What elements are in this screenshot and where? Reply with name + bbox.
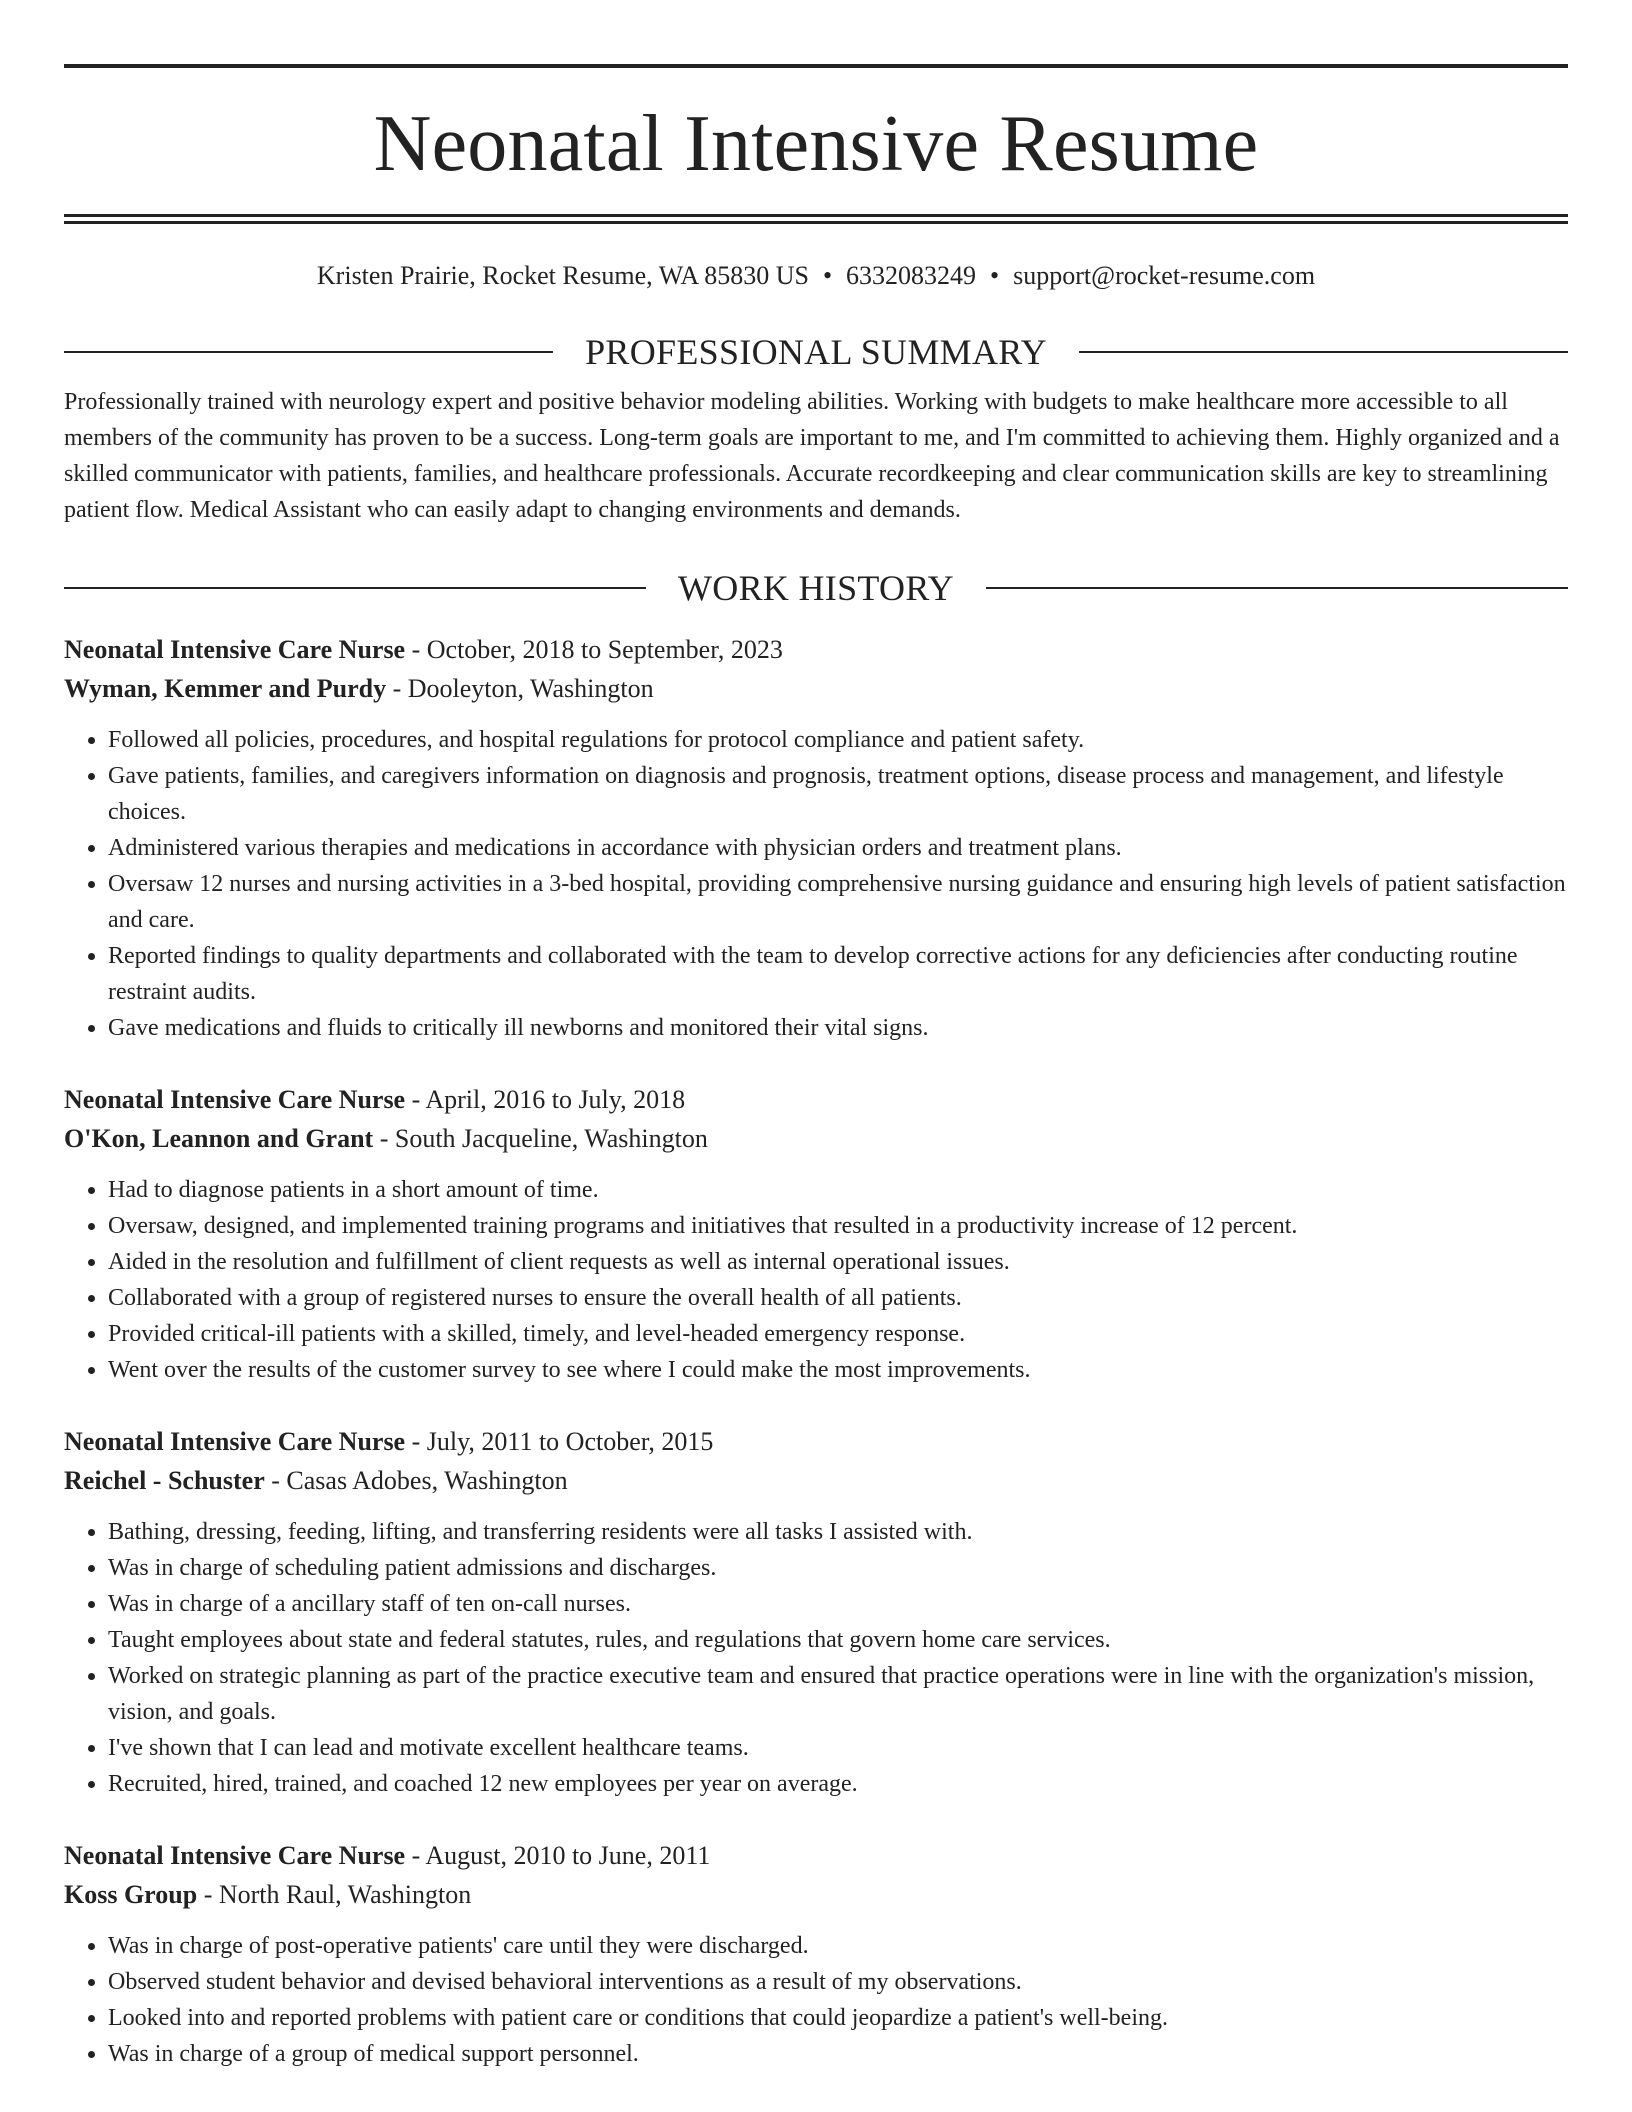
job-bullet: • Reported findings to quality departments and collaborated with the team to develop corrective actions for any deficiencies after conducting routine restraint audits. bbox=[108, 938, 1568, 1010]
contact-line bbox=[64, 260, 1568, 292]
contact-address: Kristen Prairie, Rocket Resume, WA 85830 US bbox=[316, 261, 809, 290]
job-dates: - July, 2011 to October, 2015 bbox=[405, 1427, 714, 1456]
job-dates: - April, 2016 to July, 2018 bbox=[405, 1085, 686, 1114]
job-bullet: • Went over the results of the customer survey to see where I could make the most improvements. bbox=[108, 1352, 1568, 1388]
job-entry bbox=[64, 1080, 1568, 1388]
job-bullet: • Followed all policies, procedures, and hospital regulations for protocol compliance and patient safety. bbox=[108, 722, 1568, 758]
contact-email: support@rocket-resume.com bbox=[1013, 261, 1316, 290]
contact-separator: • bbox=[822, 261, 833, 290]
job-bullet: • Collaborated with a group of registered nurses to ensure the overall health of all patients. bbox=[108, 1280, 1568, 1316]
job-bullet: • Worked on strategic planning as part of the practice executive team and ensured that practice operations were in line with the organization's mission, vision, and goals. bbox=[108, 1658, 1568, 1730]
job-employer: O'Kon, Leannon and Grant bbox=[64, 1124, 374, 1153]
job-title-line bbox=[64, 1422, 1568, 1461]
heading-rule-right bbox=[1079, 351, 1568, 353]
job-bullet: • Administered various therapies and medications in accordance with physician orders and treatment plans. bbox=[108, 830, 1568, 866]
heading-rule-left bbox=[64, 351, 553, 353]
job-employer-line bbox=[64, 1119, 1568, 1158]
work-history-heading-label: WORK HISTORY bbox=[678, 568, 954, 608]
job-dates: - August, 2010 to June, 2011 bbox=[405, 1841, 711, 1870]
heading-rule-right bbox=[986, 587, 1568, 589]
job-bullet: • Oversaw 12 nurses and nursing activities in a 3-bed hospital, providing comprehensive nursing guidance and ensuring high levels of patient satisfaction and care. bbox=[108, 866, 1568, 938]
job-employer: Koss Group bbox=[64, 1880, 198, 1909]
job-bullet: • Provided critical-ill patients with a skilled, timely, and level-headed emergency response. bbox=[108, 1316, 1568, 1352]
job-bullet-list bbox=[64, 722, 1568, 1046]
job-entry bbox=[64, 630, 1568, 1046]
job-title-line bbox=[64, 1836, 1568, 1875]
job-bullet-list bbox=[64, 1514, 1568, 1802]
job-bullet-list bbox=[64, 1928, 1568, 2072]
job-entry bbox=[64, 1422, 1568, 1802]
job-bullet: • Had to diagnose patients in a short amount of time. bbox=[108, 1172, 1568, 1208]
job-bullet: • Gave medications and fluids to critically ill newborns and monitored their vital signs. bbox=[108, 1010, 1568, 1046]
job-role: Neonatal Intensive Care Nurse bbox=[64, 1427, 406, 1456]
job-location: - Casas Adobes, Washington bbox=[264, 1466, 568, 1495]
job-bullet: • Bathing, dressing, feeding, lifting, and transferring residents were all tasks I assisted with. bbox=[108, 1514, 1568, 1550]
job-dates: - October, 2018 to September, 2023 bbox=[405, 635, 783, 664]
job-title-line bbox=[64, 630, 1568, 669]
summary-heading-label: PROFESSIONAL SUMMARY bbox=[585, 332, 1047, 372]
job-bullet: • Looked into and reported problems with patient care or conditions that could jeopardize a patient's well-being. bbox=[108, 2000, 1568, 2036]
job-bullet: • Was in charge of scheduling patient admissions and discharges. bbox=[108, 1550, 1568, 1586]
resume-title: Neonatal Intensive Resume bbox=[373, 100, 1259, 188]
job-employer-line bbox=[64, 1461, 1568, 1500]
job-bullet: • Taught employees about state and federal statutes, rules, and regulations that govern home care services. bbox=[108, 1622, 1568, 1658]
job-entry bbox=[64, 1836, 1568, 2072]
title-double-rule bbox=[64, 214, 1568, 224]
job-location: - South Jacqueline, Washington bbox=[373, 1124, 708, 1153]
job-bullet: • Oversaw, designed, and implemented training programs and initiatives that resulted in a productivity increase of 12 percent. bbox=[108, 1208, 1568, 1244]
job-employer: Wyman, Kemmer and Purdy bbox=[64, 674, 387, 703]
work-history-list bbox=[64, 630, 1568, 2072]
job-employer-line bbox=[64, 669, 1568, 708]
job-bullet: • Gave patients, families, and caregivers information on diagnosis and prognosis, treatment options, disease process and management, and lifestyle choices. bbox=[108, 758, 1568, 830]
job-employer: Reichel - Schuster bbox=[64, 1466, 265, 1495]
job-bullet: • Recruited, hired, trained, and coached 12 new employees per year on average. bbox=[108, 1766, 1568, 1802]
job-bullet: • I've shown that I can lead and motivate excellent healthcare teams. bbox=[108, 1730, 1568, 1766]
job-location: - Dooleyton, Washington bbox=[386, 674, 654, 703]
work-history-heading bbox=[64, 568, 1568, 608]
job-role: Neonatal Intensive Care Nurse bbox=[64, 1085, 406, 1114]
job-bullet: • Observed student behavior and devised behavioral interventions as a result of my observations. bbox=[108, 1964, 1568, 2000]
contact-phone: 6332083249 bbox=[846, 261, 977, 290]
job-employer-line bbox=[64, 1875, 1568, 1914]
top-rule bbox=[64, 64, 1568, 68]
job-title-line bbox=[64, 1080, 1568, 1119]
job-bullet: • Was in charge of a ancillary staff of ten on-call nurses. bbox=[108, 1586, 1568, 1622]
job-role: Neonatal Intensive Care Nurse bbox=[64, 635, 406, 664]
summary-heading bbox=[64, 332, 1568, 372]
contact-separator: • bbox=[990, 261, 1000, 290]
job-role: Neonatal Intensive Care Nurse bbox=[64, 1841, 406, 1870]
heading-rule-left bbox=[64, 587, 646, 589]
job-bullet: • Aided in the resolution and fulfillment of client requests as well as internal operational issues. bbox=[108, 1244, 1568, 1280]
job-location: - North Raul, Washington bbox=[197, 1880, 472, 1909]
job-bullet: • Was in charge of a group of medical support personnel. bbox=[108, 2036, 1568, 2072]
job-bullet-list bbox=[64, 1172, 1568, 1388]
summary-text: Professionally trained with neurology expert and positive behavior modeling abilities. Working with budgets to make healthcare more accessible to all members of the community has proven to be a success. Long-term goals are important to me, and I'm committed to achieving them. Highly organized and a skilled communicator with patients, families, and healthcare professionals. Accurate recordkeeping and clear communication skills are key to streamlining patient flow. Medical Assistant who can easily adapt to changing environments and demands. bbox=[64, 389, 1560, 523]
job-bullet: • Was in charge of post-operative patients' care until they were discharged. bbox=[108, 1928, 1568, 1964]
